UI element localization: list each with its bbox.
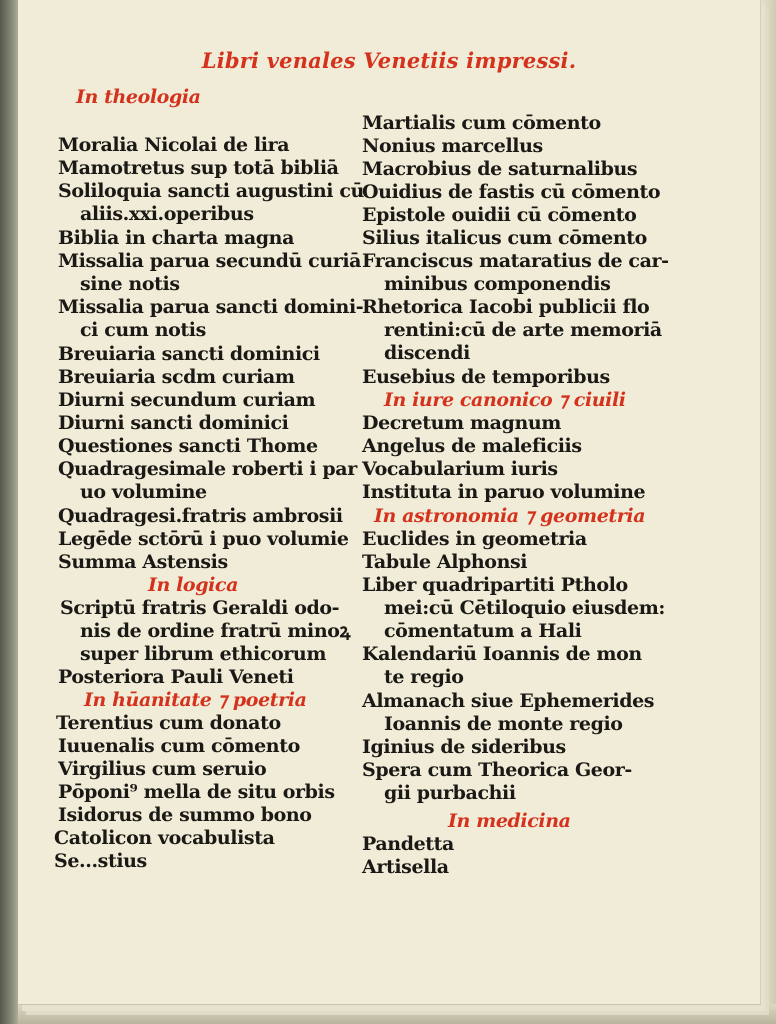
left-entry: sine notis bbox=[80, 273, 180, 295]
right-entry: mei:cū Cētiloquio eiusdem: bbox=[384, 597, 666, 619]
right-entry: discendi bbox=[384, 342, 470, 364]
left-entry: uo volumine bbox=[80, 481, 207, 503]
right-entry: Liber quadripartiti Ptholo bbox=[362, 574, 628, 596]
right-entry: gii purbachii bbox=[384, 782, 516, 804]
right-entry: Ioannis de monte regio bbox=[384, 713, 623, 735]
left-section-heading: In logica bbox=[148, 574, 238, 596]
left-entry: Questiones sancti Thome bbox=[58, 435, 318, 457]
right-entry: Eusebius de temporibus bbox=[362, 366, 610, 388]
right-entry: Instituta in paruo volumine bbox=[362, 481, 646, 503]
left-entry: Iuuenalis cum cōmento bbox=[58, 735, 300, 757]
right-entry: Almanach siue Ephemerides bbox=[362, 690, 655, 712]
left-entry: super librum ethicorum bbox=[80, 643, 327, 665]
left-entry: Mamotretus sup totā bibliā bbox=[58, 157, 339, 179]
right-entry: Pandetta bbox=[362, 833, 454, 855]
right-entry: cōmentatum a Hali bbox=[384, 620, 582, 642]
left-entry: ci cum notis bbox=[80, 319, 206, 341]
right-section-heading: In astronomia ⁊ geometria bbox=[374, 505, 646, 527]
right-entry: rentini:cū de arte memoriā bbox=[384, 319, 662, 341]
left-entry: nis de ordine fratrū minoꝝ bbox=[80, 620, 351, 642]
right-entry: Euclides in geometria bbox=[362, 528, 587, 550]
right-entry: Macrobius de saturnalibus bbox=[362, 158, 638, 180]
right-entry: Spera cum Theorica Geor- bbox=[362, 759, 632, 781]
right-entry: te regio bbox=[384, 666, 464, 688]
right-section-heading: In iure canonico ⁊ ciuili bbox=[384, 389, 626, 411]
left-entry: Missalia parua sancti domini- bbox=[58, 296, 364, 318]
right-entry: Silius italicus cum cōmento bbox=[362, 227, 647, 249]
right-entry: Epistole ouidii cū cōmento bbox=[362, 204, 637, 226]
left-entry: Breuiaria sancti dominici bbox=[58, 343, 320, 365]
left-section-heading: In theologia bbox=[76, 86, 201, 108]
right-entry: Martialis cum cōmento bbox=[362, 112, 601, 134]
printed-sheet bbox=[18, 0, 761, 1005]
right-entry: Angelus de maleficiis bbox=[362, 435, 582, 457]
left-section-heading: In hūanitate ⁊ poetria bbox=[84, 689, 307, 711]
right-entry: Nonius marcellus bbox=[362, 135, 543, 157]
left-entry: Biblia in charta magna bbox=[58, 227, 295, 249]
left-entry: Quadragesi.fratris ambrosii bbox=[58, 505, 343, 527]
right-entry: Iginius de sideribus bbox=[362, 736, 566, 758]
left-entry: Terentius cum donato bbox=[56, 712, 281, 734]
right-entry: Franciscus mataratius de car- bbox=[362, 250, 669, 272]
right-entry: Ouidius de fastis cū cōmento bbox=[362, 181, 661, 203]
left-entry: Diurni secundum curiam bbox=[58, 389, 316, 411]
left-entry: Posteriora Pauli Veneti bbox=[58, 666, 294, 688]
page-title: Libri venales Venetiis impressi. bbox=[201, 48, 577, 73]
left-entry: aliis.xxi.operibus bbox=[80, 203, 254, 225]
left-entry: Se...stius bbox=[54, 850, 147, 872]
left-entry: Pōponi⁹ mella de situ orbis bbox=[58, 781, 335, 803]
right-entry: Tabule Alphonsi bbox=[362, 551, 528, 573]
left-entry: Moralia Nicolai de lira bbox=[58, 134, 290, 156]
left-entry: Quadragesimale roberti i par bbox=[58, 458, 357, 480]
page-edge-bottom bbox=[18, 1004, 776, 1024]
right-entry: minibus componendis bbox=[384, 273, 611, 295]
left-entry: Missalia parua secundū curiā bbox=[58, 250, 362, 272]
right-entry: Kalendariū Ioannis de mon bbox=[362, 643, 642, 665]
left-entry: Catolicon vocabulista bbox=[54, 827, 275, 849]
left-entry: Soliloquia sancti augustini cū bbox=[58, 180, 364, 202]
page-edge-right bbox=[760, 0, 776, 1010]
right-entry: Vocabularium iuris bbox=[362, 458, 558, 480]
left-entry: Scriptū fratris Geraldi odo- bbox=[60, 597, 340, 619]
left-entry: Diurni sancti dominici bbox=[58, 412, 289, 434]
right-entry: Artisella bbox=[362, 856, 449, 878]
left-entry: Summa Astensis bbox=[58, 551, 228, 573]
left-entry: Legēde sctōrū i puo volumie bbox=[58, 528, 349, 550]
left-entry: Isidorus de summo bono bbox=[58, 804, 312, 826]
right-entry: Rhetorica Iacobi publicii flo bbox=[362, 296, 650, 318]
left-entry: Virgilius cum seruio bbox=[58, 758, 267, 780]
right-section-heading: In medicina bbox=[448, 810, 571, 832]
right-entry: Decretum magnum bbox=[362, 412, 561, 434]
left-entry: Breuiaria scdm curiam bbox=[58, 366, 295, 388]
